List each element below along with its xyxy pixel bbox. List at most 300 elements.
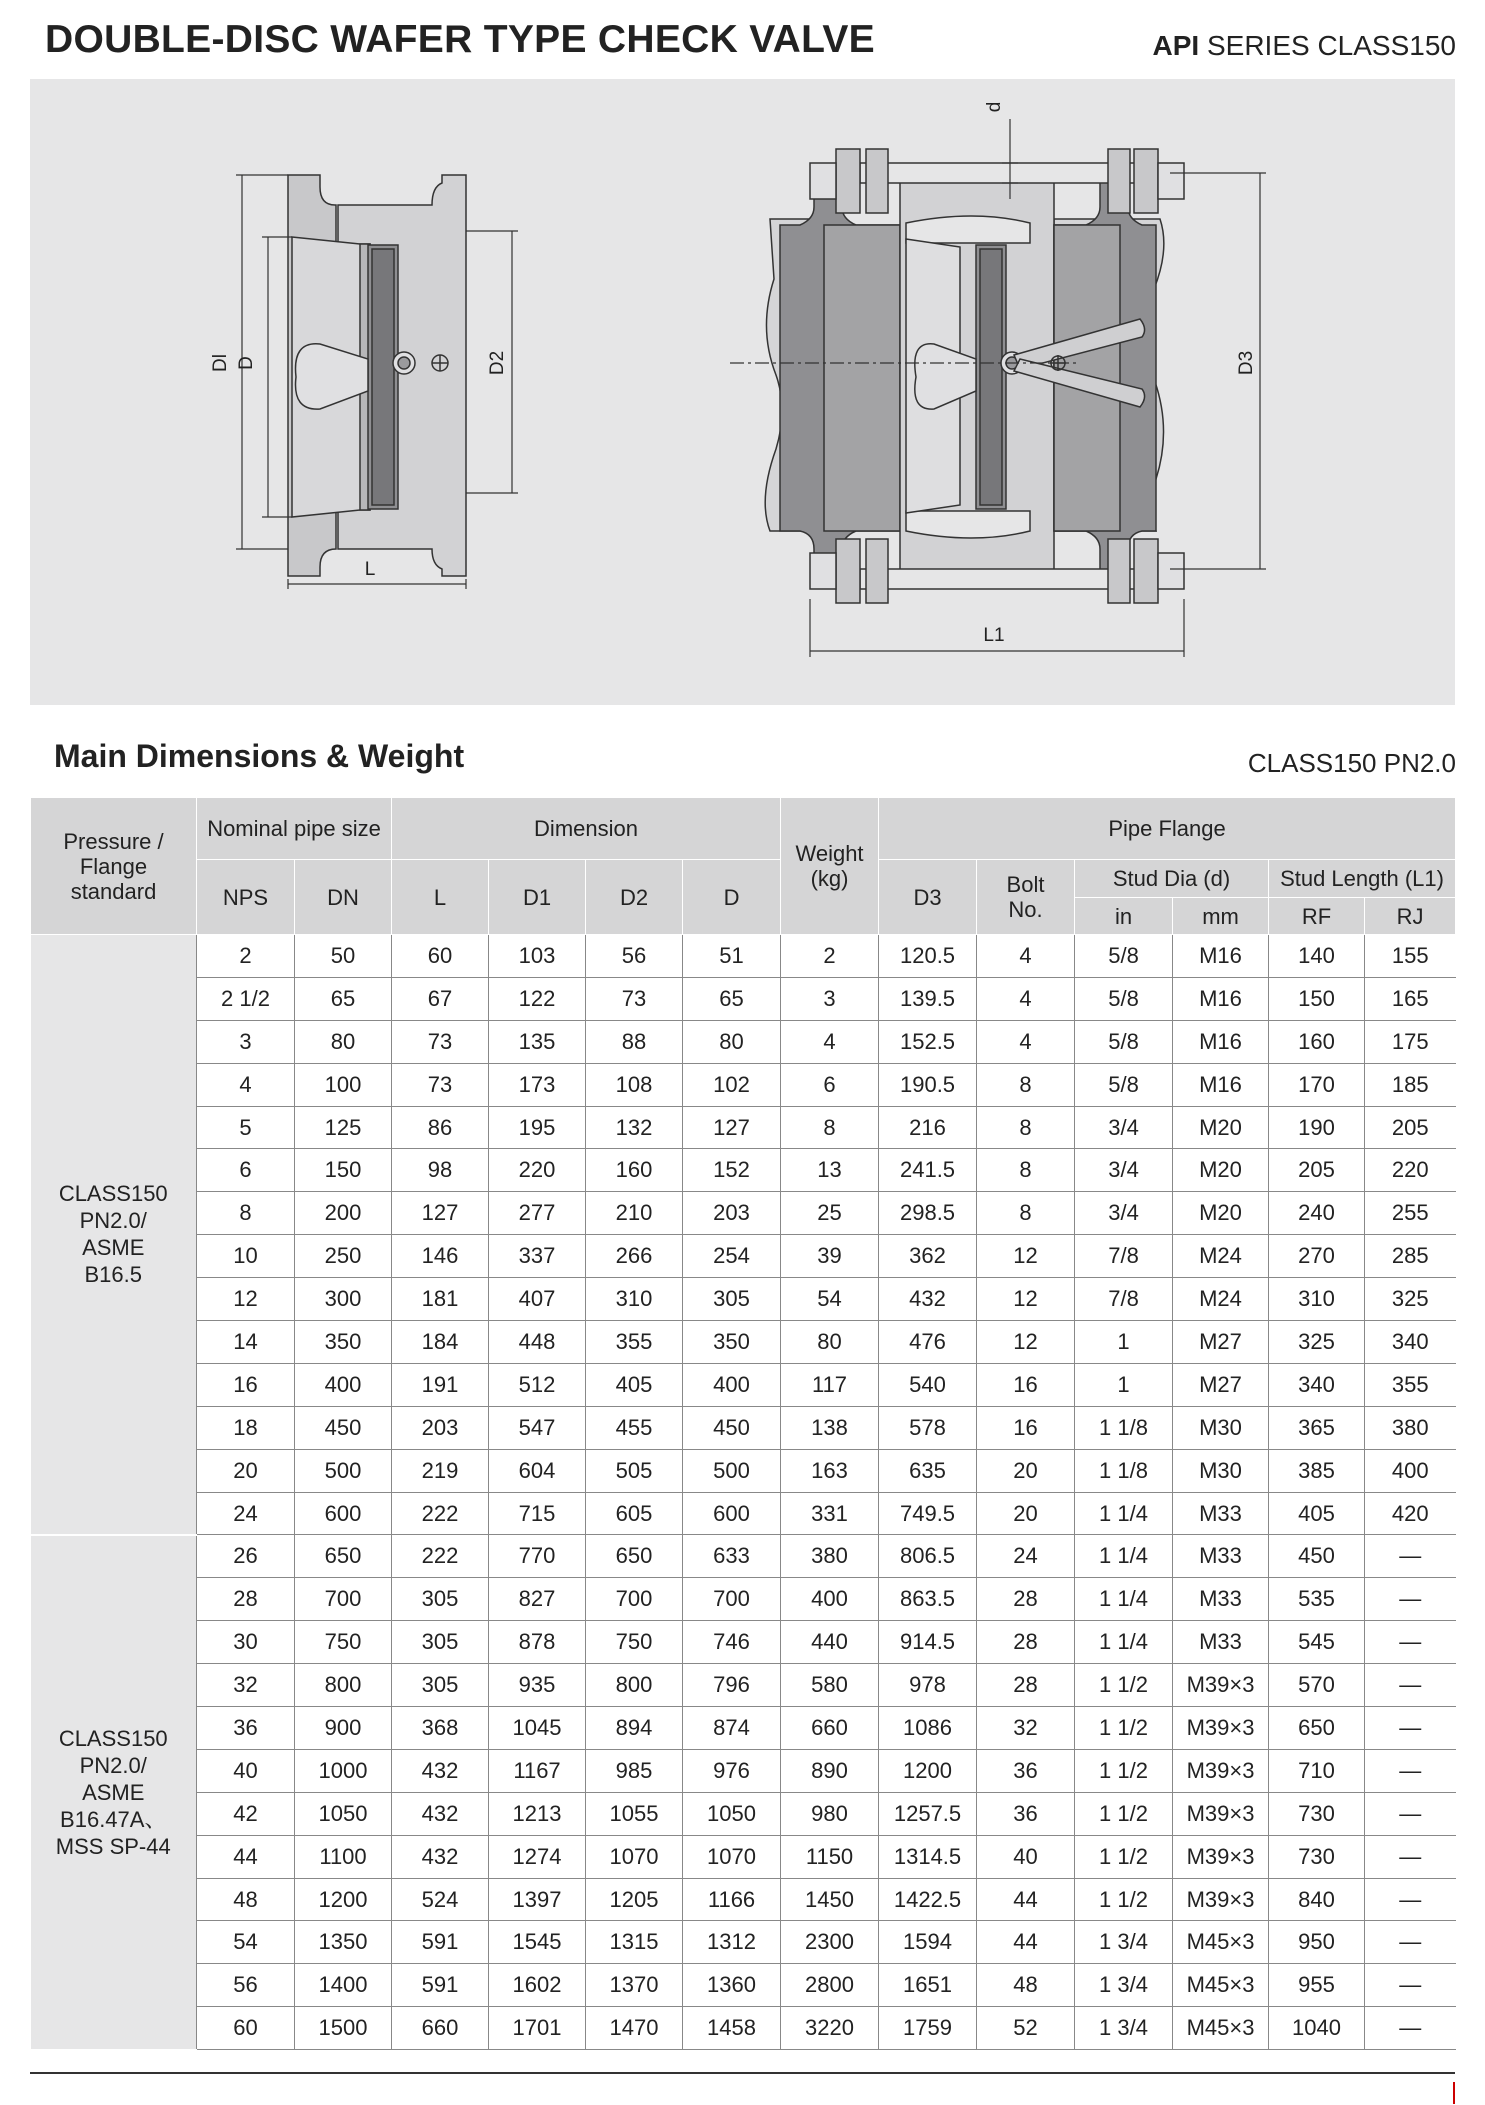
table-row: [31, 1964, 1456, 2007]
cell-d2: 650: [586, 1535, 683, 1578]
label-stud-d: d: [984, 101, 1005, 113]
cell-length-rf: 340: [1269, 1363, 1365, 1406]
cell-l: 432: [392, 1835, 489, 1878]
cell-weight: 980: [781, 1792, 879, 1835]
standard-line: B16.5: [84, 1262, 142, 1288]
header-in: in: [1075, 898, 1173, 935]
cell-nps: 6: [197, 1149, 295, 1192]
header-d2: D2: [586, 860, 683, 935]
cell-l: 305: [392, 1664, 489, 1707]
cell-d3: 863.5: [879, 1578, 977, 1621]
cell-d: 1458: [683, 2007, 781, 2050]
cell-d: 1070: [683, 1835, 781, 1878]
cell-l: 60: [392, 935, 489, 978]
cell-length-rj: —: [1365, 1964, 1456, 2007]
cell-l: 184: [392, 1321, 489, 1364]
cell-d2: 405: [586, 1363, 683, 1406]
cell-weight: 2800: [781, 1964, 879, 2007]
cell-stud-mm: M33: [1173, 1578, 1269, 1621]
cell-d2: 73: [586, 977, 683, 1020]
cell-nps: 8: [197, 1192, 295, 1235]
table-row: [31, 1707, 1456, 1750]
cell-nps: 48: [197, 1878, 295, 1921]
standard-line: B16.47A、: [60, 1806, 167, 1832]
cell-stud-in: 5/8: [1075, 1063, 1173, 1106]
cell-length-rj: —: [1365, 1664, 1456, 1707]
cell-d3: 1086: [879, 1707, 977, 1750]
cell-d2: 210: [586, 1192, 683, 1235]
label-l1: L1: [983, 625, 1005, 646]
cell-weight: 13: [781, 1149, 879, 1192]
cell-l: 432: [392, 1749, 489, 1792]
cell-length-rf: 170: [1269, 1063, 1365, 1106]
cell-d1: 1213: [489, 1792, 586, 1835]
cell-length-rj: 205: [1365, 1106, 1456, 1149]
cell-weight: 117: [781, 1363, 879, 1406]
cell-d3: 1759: [879, 2007, 977, 2050]
cell-l: 181: [392, 1278, 489, 1321]
cell-stud-in: 3/4: [1075, 1106, 1173, 1149]
cell-weight: 1150: [781, 1835, 879, 1878]
cell-dn: 50: [295, 935, 392, 978]
cell-d3: 1314.5: [879, 1835, 977, 1878]
table-row: [31, 1149, 1456, 1192]
cell-weight: 80: [781, 1321, 879, 1364]
cell-bolt-no: 32: [977, 1707, 1075, 1750]
header-nps: NPS: [197, 860, 295, 935]
table-row: [31, 1063, 1456, 1106]
cell-length-rj: —: [1365, 1921, 1456, 1964]
cell-d2: 266: [586, 1235, 683, 1278]
cell-length-rj: 175: [1365, 1020, 1456, 1063]
cell-nps: 36: [197, 1707, 295, 1750]
label-d3: D3: [1236, 350, 1257, 376]
standard-line: PN2.0/: [79, 1752, 147, 1778]
cell-weight: 440: [781, 1621, 879, 1664]
cell-d: 633: [683, 1535, 781, 1578]
cell-d1: 770: [489, 1535, 586, 1578]
table-header: [31, 798, 1456, 935]
cell-stud-mm: M33: [1173, 1535, 1269, 1578]
cell-d2: 88: [586, 1020, 683, 1063]
cell-length-rf: 650: [1269, 1707, 1365, 1750]
table-row: [31, 1020, 1456, 1063]
cell-d: 51: [683, 935, 781, 978]
cell-length-rj: 165: [1365, 977, 1456, 1020]
cell-d1: 135: [489, 1020, 586, 1063]
cell-nps: 10: [197, 1235, 295, 1278]
cell-bolt-no: 4: [977, 977, 1075, 1020]
cell-stud-in: 7/8: [1075, 1278, 1173, 1321]
cell-stud-mm: M16: [1173, 1020, 1269, 1063]
cell-length-rf: 150: [1269, 977, 1365, 1020]
cell-d2: 1315: [586, 1921, 683, 1964]
header-standard: Pressure / Flange standard: [31, 798, 197, 935]
cell-dn: 150: [295, 1149, 392, 1192]
cell-d3: 1651: [879, 1964, 977, 2007]
cell-stud-in: 1 1/2: [1075, 1707, 1173, 1750]
cell-bolt-no: 12: [977, 1321, 1075, 1364]
cell-stud-mm: M30: [1173, 1406, 1269, 1449]
table-row: [31, 1406, 1456, 1449]
table-row: [31, 935, 1456, 978]
cell-d1: 277: [489, 1192, 586, 1235]
cell-l: 368: [392, 1707, 489, 1750]
cell-stud-mm: M16: [1173, 977, 1269, 1020]
cell-bolt-no: 16: [977, 1406, 1075, 1449]
cell-nps: 28: [197, 1578, 295, 1621]
cell-stud-mm: M27: [1173, 1363, 1269, 1406]
cell-length-rf: 205: [1269, 1149, 1365, 1192]
cell-d3: 1594: [879, 1921, 977, 1964]
cell-stud-in: 1 1/4: [1075, 1492, 1173, 1535]
cell-stud-in: 7/8: [1075, 1235, 1173, 1278]
cell-dn: 400: [295, 1363, 392, 1406]
cell-l: 73: [392, 1063, 489, 1106]
cell-d: 450: [683, 1406, 781, 1449]
cell-stud-mm: M39×3: [1173, 1707, 1269, 1750]
cell-d3: 578: [879, 1406, 977, 1449]
cell-length-rf: 160: [1269, 1020, 1365, 1063]
cell-nps: 3: [197, 1020, 295, 1063]
cell-d: 102: [683, 1063, 781, 1106]
cell-length-rj: —: [1365, 1792, 1456, 1835]
cell-stud-mm: M24: [1173, 1235, 1269, 1278]
cell-d: 1166: [683, 1878, 781, 1921]
cell-stud-mm: M24: [1173, 1278, 1269, 1321]
header-stud-length: Stud Length (L1): [1269, 860, 1456, 898]
cell-weight: 3220: [781, 2007, 879, 2050]
standard-line: MSS SP-44: [55, 1833, 171, 1859]
cell-bolt-no: 8: [977, 1149, 1075, 1192]
cell-length-rj: 185: [1365, 1063, 1456, 1106]
cell-d: 127: [683, 1106, 781, 1149]
cell-l: 222: [392, 1535, 489, 1578]
standard-line: CLASS150: [58, 1725, 168, 1751]
cell-d3: 120.5: [879, 935, 977, 978]
cell-stud-in: 1 1/2: [1075, 1878, 1173, 1921]
cell-stud-mm: M20: [1173, 1149, 1269, 1192]
cell-weight: 1450: [781, 1878, 879, 1921]
cell-bolt-no: 4: [977, 935, 1075, 978]
cell-l: 432: [392, 1792, 489, 1835]
cell-nps: 5: [197, 1106, 295, 1149]
cell-nps: 44: [197, 1835, 295, 1878]
cell-d1: 448: [489, 1321, 586, 1364]
cell-stud-mm: M16: [1173, 1063, 1269, 1106]
cell-stud-in: 5/8: [1075, 935, 1173, 978]
header-nominal-size: Nominal pipe size: [197, 798, 392, 860]
cell-d2: 894: [586, 1707, 683, 1750]
label-dl: Dl: [210, 354, 231, 372]
cell-d: 305: [683, 1278, 781, 1321]
cell-d1: 1397: [489, 1878, 586, 1921]
table-body: [31, 935, 1456, 2050]
cell-bolt-no: 8: [977, 1063, 1075, 1106]
cell-stud-in: 1 3/4: [1075, 1921, 1173, 1964]
cell-nps: 56: [197, 1964, 295, 2007]
cell-d3: 362: [879, 1235, 977, 1278]
cell-length-rf: 450: [1269, 1535, 1365, 1578]
dimensions-table: [30, 797, 1456, 2051]
cell-bolt-no: 4: [977, 1020, 1075, 1063]
cell-weight: 54: [781, 1278, 879, 1321]
table-row: [31, 1578, 1456, 1621]
cell-nps: 42: [197, 1792, 295, 1835]
table-row: [31, 977, 1456, 1020]
cell-length-rj: 380: [1365, 1406, 1456, 1449]
cell-l: 660: [392, 2007, 489, 2050]
cell-bolt-no: 52: [977, 2007, 1075, 2050]
cell-dn: 65: [295, 977, 392, 1020]
cell-d1: 407: [489, 1278, 586, 1321]
cell-length-rj: —: [1365, 1835, 1456, 1878]
table-row: [31, 1792, 1456, 1835]
cell-d2: 310: [586, 1278, 683, 1321]
cell-length-rf: 535: [1269, 1578, 1365, 1621]
table-row: [31, 1321, 1456, 1364]
header-d1: D1: [489, 860, 586, 935]
cell-stud-in: 1 3/4: [1075, 2007, 1173, 2050]
cell-length-rf: 270: [1269, 1235, 1365, 1278]
cell-d2: 800: [586, 1664, 683, 1707]
header-l: L: [392, 860, 489, 935]
cell-bolt-no: 28: [977, 1578, 1075, 1621]
cell-l: 98: [392, 1149, 489, 1192]
cell-d: 796: [683, 1664, 781, 1707]
cell-d: 152: [683, 1149, 781, 1192]
cell-length-rj: —: [1365, 1621, 1456, 1664]
cell-l: 86: [392, 1106, 489, 1149]
cell-dn: 350: [295, 1321, 392, 1364]
cell-weight: 163: [781, 1449, 879, 1492]
cell-stud-mm: M39×3: [1173, 1664, 1269, 1707]
cell-d1: 1045: [489, 1707, 586, 1750]
cell-length-rf: 405: [1269, 1492, 1365, 1535]
cell-stud-mm: M16: [1173, 935, 1269, 978]
cell-weight: 8: [781, 1106, 879, 1149]
cell-d3: 806.5: [879, 1535, 977, 1578]
cell-stud-in: 1 1/8: [1075, 1406, 1173, 1449]
cell-stud-mm: M30: [1173, 1449, 1269, 1492]
cell-stud-mm: M39×3: [1173, 1749, 1269, 1792]
installed-valve-view: [765, 149, 1184, 603]
bottom-rule: [30, 2072, 1455, 2074]
cell-weight: 4: [781, 1020, 879, 1063]
cell-dn: 200: [295, 1192, 392, 1235]
cell-stud-mm: M39×3: [1173, 1792, 1269, 1835]
table-row: [31, 1106, 1456, 1149]
cell-d3: 635: [879, 1449, 977, 1492]
header-mm: mm: [1173, 898, 1269, 935]
cell-d2: 108: [586, 1063, 683, 1106]
cell-stud-in: 1 1/4: [1075, 1621, 1173, 1664]
standard-line: ASME: [82, 1779, 145, 1805]
cell-stud-in: 1 1/2: [1075, 1749, 1173, 1792]
label-d: D: [236, 356, 257, 370]
cell-dn: 450: [295, 1406, 392, 1449]
cell-length-rf: 310: [1269, 1278, 1365, 1321]
valve-drawing-svg: [30, 79, 1455, 705]
cell-dn: 900: [295, 1707, 392, 1750]
cell-weight: 6: [781, 1063, 879, 1106]
cell-dn: 700: [295, 1578, 392, 1621]
header-pipe-flange: Pipe Flange: [879, 798, 1456, 860]
cell-dn: 1100: [295, 1835, 392, 1878]
cell-dn: 125: [295, 1106, 392, 1149]
header-rj: RJ: [1365, 898, 1456, 935]
cell-d1: 512: [489, 1363, 586, 1406]
cell-bolt-no: 28: [977, 1664, 1075, 1707]
cell-dn: 650: [295, 1535, 392, 1578]
cell-l: 203: [392, 1406, 489, 1449]
cell-nps: 2: [197, 935, 295, 978]
cell-d: 700: [683, 1578, 781, 1621]
cell-d3: 216: [879, 1106, 977, 1149]
standard-cell: [31, 1535, 197, 2050]
cell-d: 80: [683, 1020, 781, 1063]
cell-d3: 749.5: [879, 1492, 977, 1535]
cell-d2: 56: [586, 935, 683, 978]
cell-nps: 32: [197, 1664, 295, 1707]
cell-stud-mm: M45×3: [1173, 2007, 1269, 2050]
cell-weight: 400: [781, 1578, 879, 1621]
cell-d1: 1602: [489, 1964, 586, 2007]
cell-length-rf: 950: [1269, 1921, 1365, 1964]
cell-nps: 60: [197, 2007, 295, 2050]
cell-d2: 1470: [586, 2007, 683, 2050]
cell-l: 591: [392, 1964, 489, 2007]
cell-l: 67: [392, 977, 489, 1020]
header-rf: RF: [1269, 898, 1365, 935]
label-l: L: [364, 559, 376, 580]
cell-stud-in: 1 3/4: [1075, 1964, 1173, 2007]
header-bolt-no: Bolt No.: [977, 860, 1075, 935]
cell-nps: 20: [197, 1449, 295, 1492]
pressure-class-label: CLASS150 PN2.0: [1247, 748, 1456, 778]
cell-length-rj: 220: [1365, 1149, 1456, 1192]
cell-bolt-no: 20: [977, 1492, 1075, 1535]
cell-weight: 3: [781, 977, 879, 1020]
cell-dn: 1000: [295, 1749, 392, 1792]
table-row: [31, 1664, 1456, 1707]
cell-d1: 220: [489, 1149, 586, 1192]
cell-length-rj: —: [1365, 2007, 1456, 2050]
cell-length-rf: 840: [1269, 1878, 1365, 1921]
header-d: D: [683, 860, 781, 935]
cell-l: 591: [392, 1921, 489, 1964]
cell-l: 191: [392, 1363, 489, 1406]
cell-bolt-no: 24: [977, 1535, 1075, 1578]
cell-stud-in: 1 1/2: [1075, 1835, 1173, 1878]
cell-d: 600: [683, 1492, 781, 1535]
cell-length-rf: 1040: [1269, 2007, 1365, 2050]
cell-d2: 1370: [586, 1964, 683, 2007]
cell-stud-mm: M33: [1173, 1492, 1269, 1535]
cell-dn: 500: [295, 1449, 392, 1492]
cell-nps: 18: [197, 1406, 295, 1449]
header-d3: D3: [879, 860, 977, 935]
cell-d1: 604: [489, 1449, 586, 1492]
cell-d2: 505: [586, 1449, 683, 1492]
cell-length-rf: 710: [1269, 1749, 1365, 1792]
cell-d2: 985: [586, 1749, 683, 1792]
cell-length-rf: 570: [1269, 1664, 1365, 1707]
cell-bolt-no: 48: [977, 1964, 1075, 2007]
cell-length-rf: 140: [1269, 935, 1365, 978]
cell-d: 1050: [683, 1792, 781, 1835]
cell-weight: 138: [781, 1406, 879, 1449]
cell-length-rj: —: [1365, 1578, 1456, 1621]
cell-weight: 2300: [781, 1921, 879, 1964]
cell-dn: 1400: [295, 1964, 392, 2007]
section-title: Main Dimensions & Weight: [54, 738, 465, 774]
cell-d: 400: [683, 1363, 781, 1406]
table-row: [31, 1278, 1456, 1321]
cell-nps: 24: [197, 1492, 295, 1535]
cell-bolt-no: 8: [977, 1106, 1075, 1149]
cell-bolt-no: 28: [977, 1621, 1075, 1664]
cell-bolt-no: 44: [977, 1921, 1075, 1964]
cell-nps: 40: [197, 1749, 295, 1792]
cell-stud-in: 1 1/2: [1075, 1792, 1173, 1835]
cell-dn: 750: [295, 1621, 392, 1664]
table-row: [31, 1749, 1456, 1792]
table-row: [31, 1363, 1456, 1406]
cell-d1: 827: [489, 1578, 586, 1621]
cell-stud-in: 1 1/4: [1075, 1535, 1173, 1578]
cell-bolt-no: 36: [977, 1792, 1075, 1835]
cell-stud-in: 5/8: [1075, 1020, 1173, 1063]
cell-bolt-no: 16: [977, 1363, 1075, 1406]
cell-nps: 16: [197, 1363, 295, 1406]
table-row: [31, 1492, 1456, 1535]
cell-stud-in: 1 1/8: [1075, 1449, 1173, 1492]
cell-d: 350: [683, 1321, 781, 1364]
cell-d3: 139.5: [879, 977, 977, 1020]
cell-d: 874: [683, 1707, 781, 1750]
cell-d1: 122: [489, 977, 586, 1020]
cell-weight: 25: [781, 1192, 879, 1235]
cell-d: 1360: [683, 1964, 781, 2007]
cell-d: 203: [683, 1192, 781, 1235]
cell-stud-in: 1: [1075, 1321, 1173, 1364]
cell-d1: 103: [489, 935, 586, 978]
cell-nps: 30: [197, 1621, 295, 1664]
cell-stud-mm: M33: [1173, 1621, 1269, 1664]
cell-length-rf: 955: [1269, 1964, 1365, 2007]
cell-stud-in: 5/8: [1075, 977, 1173, 1020]
cell-l: 305: [392, 1621, 489, 1664]
cell-d3: 190.5: [879, 1063, 977, 1106]
cell-bolt-no: 12: [977, 1278, 1075, 1321]
table-row: [31, 1235, 1456, 1278]
cell-l: 219: [392, 1449, 489, 1492]
standard-line: ASME: [82, 1235, 145, 1261]
cell-stud-mm: M20: [1173, 1106, 1269, 1149]
page-edge-mark: [1453, 2082, 1455, 2104]
cell-d3: 1422.5: [879, 1878, 977, 1921]
cell-length-rf: 240: [1269, 1192, 1365, 1235]
cell-dn: 100: [295, 1063, 392, 1106]
valve-drawing: [30, 79, 1455, 705]
cell-dn: 300: [295, 1278, 392, 1321]
cell-length-rj: 155: [1365, 935, 1456, 978]
cell-length-rf: 730: [1269, 1792, 1365, 1835]
cell-weight: 331: [781, 1492, 879, 1535]
cell-dn: 250: [295, 1235, 392, 1278]
cell-weight: 380: [781, 1535, 879, 1578]
